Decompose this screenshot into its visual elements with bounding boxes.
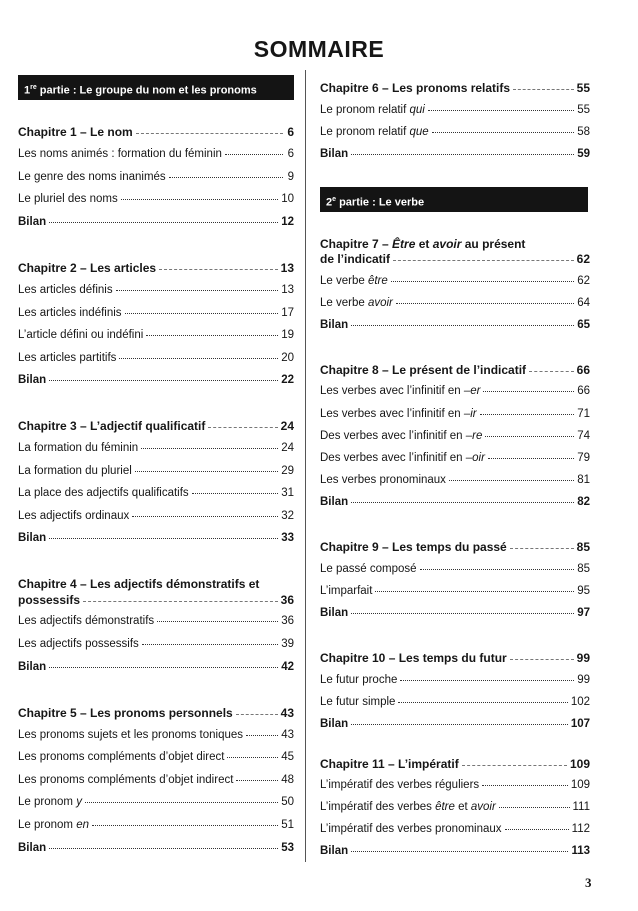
- toc-item[interactable]: L’impératif des verbes réguliers 109: [320, 779, 590, 791]
- toc-item[interactable]: Les adjectifs possessifs 39: [18, 638, 294, 650]
- chapter-8-entry[interactable]: Chapitre 8 – Le présent de l’indicatif 66: [320, 363, 590, 377]
- toc-item[interactable]: Le futur proche 99: [320, 674, 590, 686]
- toc-item[interactable]: Les verbes avec l’infinitif en –ir 71: [320, 408, 590, 420]
- part-2-banner: 2e partie : Le verbe: [320, 187, 588, 212]
- toc-bilan[interactable]: Bilan 33: [18, 532, 294, 544]
- toc-item[interactable]: Le verbe être 62: [320, 275, 590, 287]
- toc-bilan[interactable]: Bilan 22: [18, 374, 294, 386]
- toc-item[interactable]: Les articles partitifs 20: [18, 352, 294, 364]
- toc-item[interactable]: Les pronoms sujets et les pronoms toniques 43: [18, 729, 294, 741]
- toc-item[interactable]: L’imparfait 95: [320, 585, 590, 597]
- toc-bilan[interactable]: Bilan 12: [18, 216, 294, 228]
- toc-bilan[interactable]: Bilan 65: [320, 319, 590, 331]
- chapter-1-entry[interactable]: Chapitre 1 – Le nom 6: [18, 125, 294, 139]
- toc-bilan[interactable]: Bilan 53: [18, 842, 294, 854]
- chapter-5-entry[interactable]: Chapitre 5 – Les pronoms personnels 43: [18, 706, 294, 720]
- chapter-10-entry[interactable]: Chapitre 10 – Les temps du futur 99: [320, 651, 590, 665]
- toc-item[interactable]: Les pronoms compléments d’objet direct 45: [18, 751, 294, 763]
- toc-bilan[interactable]: Bilan 82: [320, 496, 590, 508]
- toc-item[interactable]: Les adjectifs ordinaux 32: [18, 510, 294, 522]
- toc-item[interactable]: Le pronom en 51: [18, 819, 294, 831]
- toc-item[interactable]: Le futur simple 102: [320, 696, 590, 708]
- page-title: SOMMAIRE: [253, 36, 385, 62]
- toc-item[interactable]: Le passé composé 85: [320, 563, 590, 575]
- chapter-2-entry[interactable]: Chapitre 2 – Les articles 13: [18, 261, 294, 275]
- toc-bilan[interactable]: Bilan 42: [18, 661, 294, 673]
- toc-item[interactable]: Le pronom relatif que 58: [320, 126, 590, 138]
- toc-bilan[interactable]: Bilan 59: [320, 148, 590, 160]
- toc-item[interactable]: La formation du pluriel 29: [18, 465, 294, 477]
- toc-item[interactable]: La place des adjectifs qualificatifs 31: [18, 487, 294, 499]
- toc-item[interactable]: Le genre des noms inanimés 9: [18, 171, 294, 183]
- toc-item[interactable]: Le pronom y 50: [18, 796, 294, 808]
- column-divider: [305, 70, 306, 862]
- chapter-7-entry[interactable]: Chapitre 7 – Être et avoir au présent de l’indicatif 62: [320, 237, 590, 266]
- toc-bilan[interactable]: Bilan 107: [320, 718, 590, 730]
- toc-item[interactable]: Les articles définis 13: [18, 284, 294, 296]
- toc-item[interactable]: Des verbes avec l’infinitif en –re 74: [320, 430, 590, 442]
- toc-item[interactable]: Le pronom relatif qui 55: [320, 104, 590, 116]
- toc-item[interactable]: Les verbes avec l’infinitif en –er 66: [320, 385, 590, 397]
- toc-item[interactable]: Les articles indéfinis 17: [18, 307, 294, 319]
- chapter-11-entry[interactable]: Chapitre 11 – L’impératif 109: [320, 757, 590, 771]
- toc-item[interactable]: Les pronoms compléments d’objet indirect 48: [18, 774, 294, 786]
- toc-item[interactable]: L’article défini ou indéfini 19: [18, 329, 294, 341]
- page-number: 3: [585, 875, 592, 890]
- chapter-4-entry[interactable]: Chapitre 4 – Les adjectifs démonstratifs et possessifs 36: [18, 577, 294, 607]
- chapter-6-entry[interactable]: Chapitre 6 – Les pronoms relatifs 55: [320, 81, 590, 95]
- toc-item[interactable]: Les verbes pronominaux 81: [320, 474, 590, 486]
- toc-item[interactable]: Le verbe avoir 64: [320, 297, 590, 309]
- toc-item[interactable]: L’impératif des verbes être et avoir 111: [320, 801, 590, 813]
- toc-item[interactable]: Le pluriel des noms 10: [18, 193, 294, 205]
- chapter-9-entry[interactable]: Chapitre 9 – Les temps du passé 85: [320, 540, 590, 554]
- toc-item[interactable]: Les noms animés : formation du féminin 6: [18, 148, 294, 160]
- toc-bilan[interactable]: Bilan 113: [320, 845, 590, 857]
- chapter-3-entry[interactable]: Chapitre 3 – L’adjectif qualificatif 24: [18, 419, 294, 433]
- toc-item[interactable]: L’impératif des verbes pronominaux 112: [320, 823, 590, 835]
- toc-item[interactable]: Des verbes avec l’infinitif en –oir 79: [320, 452, 590, 464]
- toc-item[interactable]: Les adjectifs démonstratifs 36: [18, 615, 294, 627]
- toc-bilan[interactable]: Bilan 97: [320, 607, 590, 619]
- toc-item[interactable]: La formation du féminin 24: [18, 442, 294, 454]
- part-1-banner: 1re partie : Le groupe du nom et les pronoms: [18, 75, 294, 100]
